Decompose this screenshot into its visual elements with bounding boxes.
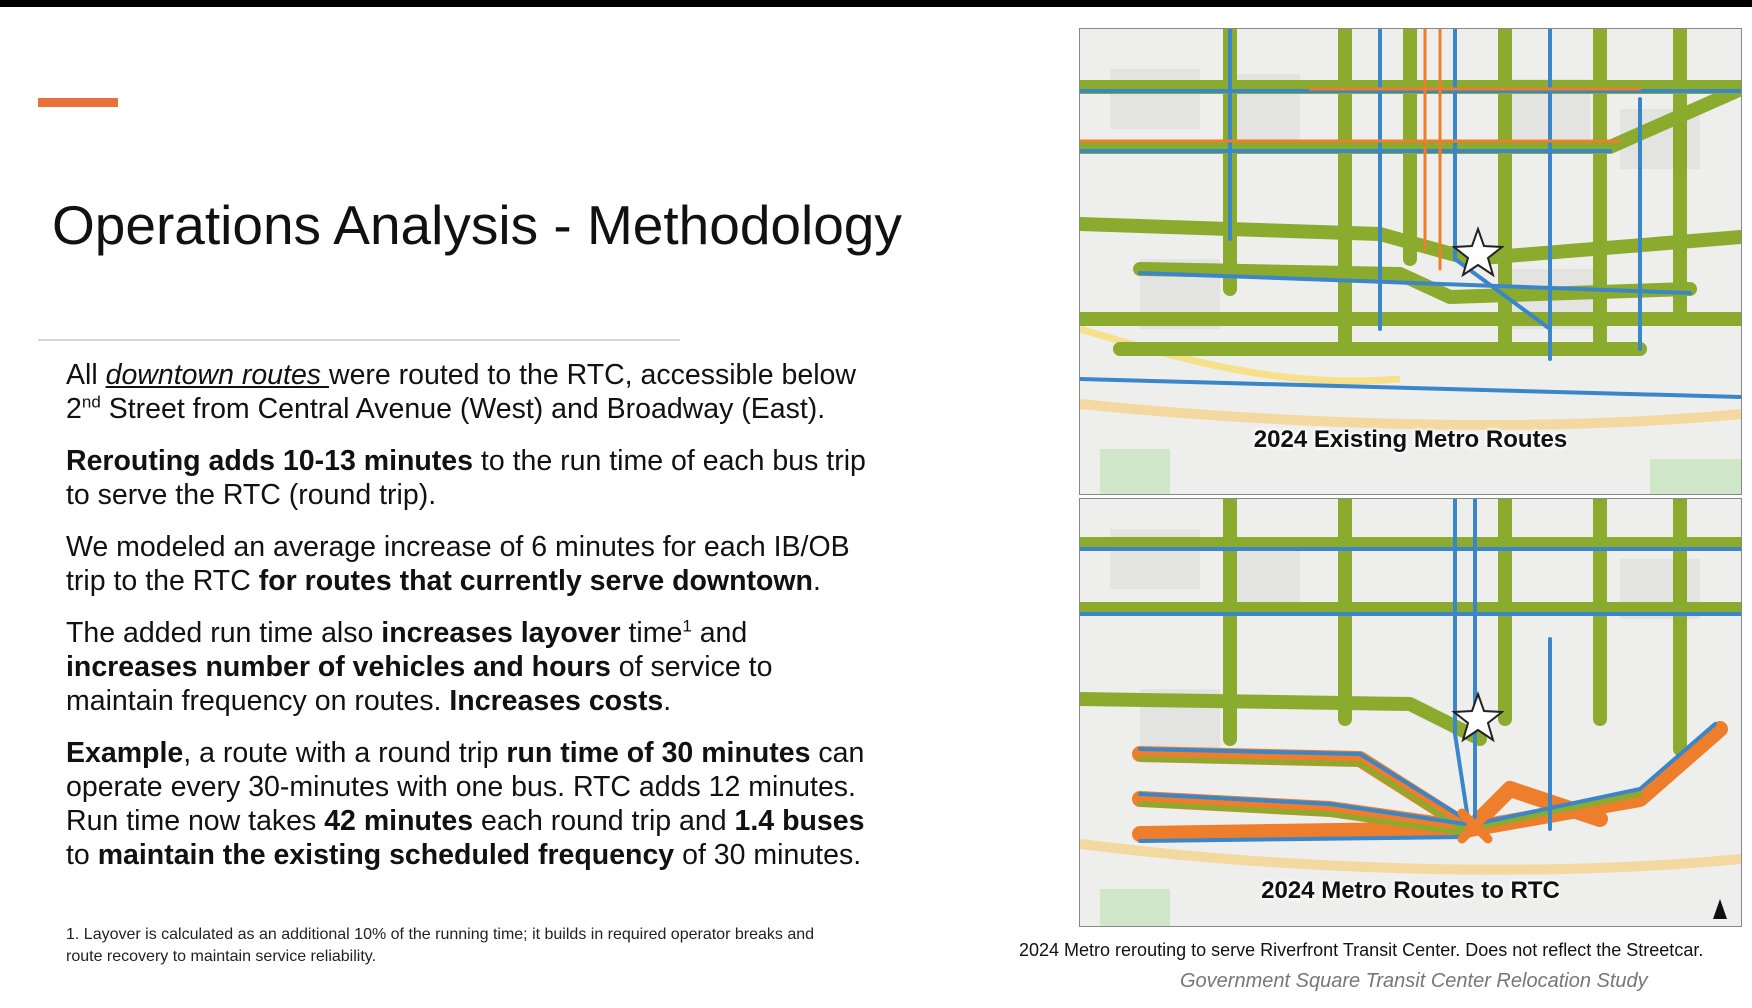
downtown-routes-link[interactable]: downtown routes <box>105 359 329 391</box>
line: Run time now takes 42 minutes each round trip and 1.4 buses <box>66 805 865 837</box>
map-caption: 2024 Metro rerouting to serve Riverfront Transit Center. Does not reflect the Streetcar. <box>1019 940 1704 960</box>
slide-title: Operations Analysis - Methodology <box>52 194 902 256</box>
title-divider <box>38 339 680 341</box>
rtc-routes-map[interactable] <box>1079 498 1742 927</box>
paragraph-example <box>66 736 946 872</box>
line: operate every 30-minutes with one bus. RTC adds 12 minutes. <box>66 771 856 803</box>
line: Rerouting adds 10-13 minutes to the run time of each bus trip <box>66 445 866 477</box>
accent-bar <box>38 98 118 107</box>
line: to maintain the existing scheduled frequency of 30 minutes. <box>66 839 862 871</box>
study-name: Government Square Transit Center Relocation Study <box>1180 970 1648 992</box>
paragraph-routes <box>66 358 946 426</box>
line: trip to the RTC for routes that currently serve downtown. <box>66 565 821 597</box>
paragraph-model <box>66 530 946 598</box>
existing-routes-map[interactable] <box>1079 28 1742 495</box>
line: We modeled an average increase of 6 minutes for each IB/OB <box>66 531 850 563</box>
line: Example, a route with a round trip run time of 30 minutes can <box>66 737 865 769</box>
body-text <box>66 358 946 890</box>
existing-routes-map-label: 2024 Existing Metro Routes <box>1253 426 1568 453</box>
line: 2nd Street from Central Avenue (West) and Broadway (East). <box>66 392 826 425</box>
line: to serve the RTC (round trip). <box>66 479 437 511</box>
top-bar <box>0 0 1752 7</box>
line: maintain frequency on routes. Increases costs. <box>66 685 672 717</box>
paragraph-rerouting <box>66 444 946 512</box>
rtc-routes-map-label: 2024 Metro Routes to RTC <box>1261 877 1560 904</box>
line: The added run time also increases layover time$^1$ and <box>66 616 748 649</box>
paragraph-layover <box>66 616 946 718</box>
line: increases number of vehicles and hours of service to <box>66 651 773 683</box>
existing-routes-map-graphic <box>1080 29 1741 494</box>
line: All downtown routes were routed to the RTC, accessible below <box>66 359 856 391</box>
rtc-routes-map-graphic <box>1080 499 1741 926</box>
footnote: 1. Layover is calculated as an additional 10% of the running time; it builds in required operator breaks and route recovery to maintain service reliability. <box>66 926 815 965</box>
